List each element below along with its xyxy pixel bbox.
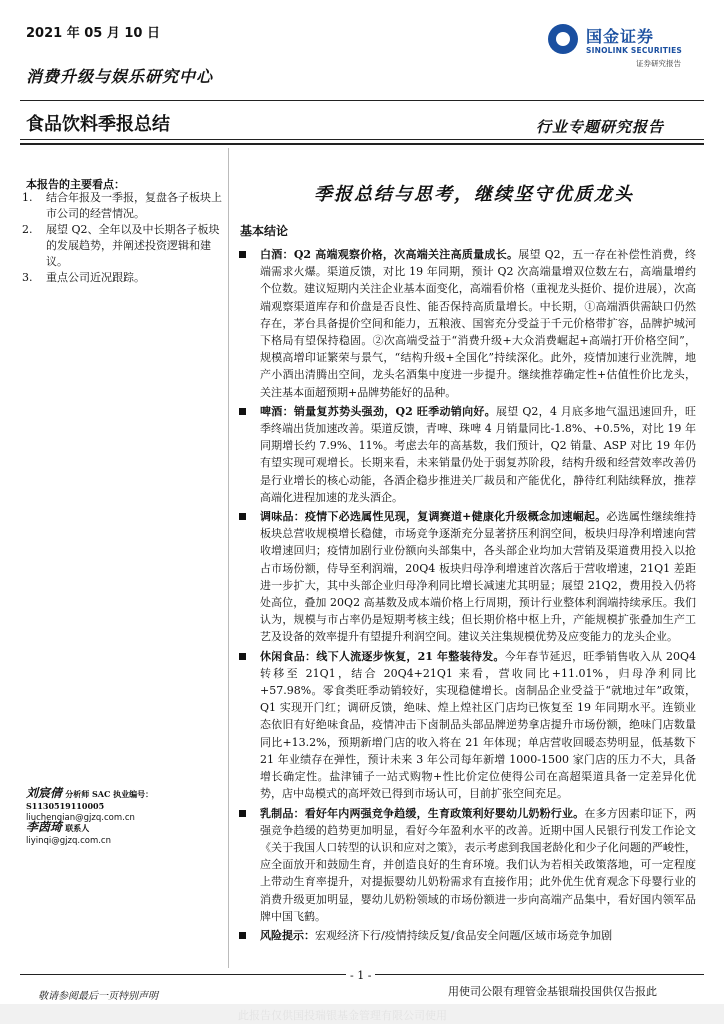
item-highlight: 线下人流逐步恢复，21 年整装待发。 — [316, 649, 505, 663]
list-item — [22, 222, 222, 270]
conclusion-item — [238, 246, 696, 401]
list-item-number: 3. — [22, 271, 33, 284]
title-divider-thick — [20, 143, 704, 145]
bullet-square-icon — [239, 408, 246, 415]
key-points-title: 本报告的主要看点： — [26, 178, 125, 191]
section-heading: 基本结论 — [240, 224, 289, 238]
research-center-name: 消费升级与娱乐研究中心 — [26, 67, 214, 86]
main-title: 季报总结与思考，继续坚守优质龙头 — [314, 184, 634, 205]
bullet-square-icon — [239, 513, 246, 520]
disclaimer-note: 敬请参阅最后一页特别声明 — [38, 991, 158, 1002]
item-highlight: 疫情下必选属性见现，复调赛道+健康化升级概念加速崛起。 — [304, 510, 607, 524]
header-divider — [20, 100, 704, 101]
conclusion-item — [238, 648, 696, 803]
bullet-square-icon — [239, 653, 246, 660]
conclusion-item — [238, 508, 696, 646]
report-date: 2021 年 05 月 10 日 — [26, 26, 160, 41]
list-item — [22, 190, 222, 222]
item-lead: 白酒： — [260, 248, 294, 261]
bullet-square-icon — [239, 810, 246, 817]
item-highlight: 看好年内两强竞争趋缓，生育政策利好婴幼儿奶粉行业。 — [304, 806, 585, 820]
item-highlight: Q2 高端观察价格，次高端关注高质量成长。 — [293, 248, 519, 261]
page-number: - 1 - — [346, 969, 375, 982]
item-text: 必选属性继续维持板块总营收规模增长稳健，市场竞争逐渐充分显著挤压利润空间，板块归母净利增速向营收增速回归；疫情加剧行业份额向头部集中，各头部企业均加大营销及渠道费用投入以抢占市场份额，侍导至利润端，20Q4 板块归母净利增速首次落后于营收增速，21Q1 差距进一步扩大，其中头部企业归母净利同比增长减速尤其明显；展望 21Q2，费用投入仍将处高位，叠加 20Q2 高基数及成本端价格上行周期，预计行业整体利润端持续承压。我们认为，规模与市占率仍是短期考核主线；但长期价格中枢上升，产能规模扩张叠加生产工艺及设备的效率提升有望提升利润空间。建议关注集规模优势及应变能力的龙头企业。 — [260, 510, 697, 644]
analyst-name: 刘宸倩 — [26, 786, 63, 800]
contact-role: 联系人 — [65, 823, 90, 833]
conclusion-item — [238, 403, 696, 506]
item-highlight: 销量复苏势头强劲，Q2 旺季动销向好。 — [293, 404, 496, 418]
conclusion-item — [238, 805, 696, 925]
item-text: 宏观经济下行/疫情持续反复/食品安全问题/区域市场竞争加剧 — [315, 928, 613, 942]
list-item-text: 重点公司近况跟踪。 — [46, 271, 145, 284]
conclusion-list — [238, 246, 696, 946]
list-item — [22, 270, 222, 286]
watermark-band — [0, 1004, 724, 1024]
item-text: 在多方因素印证下，两强竞争趋缓的趋势更加明显，看好今年盈利水平的改善。近期中国人民银行刊发工作论文《关于我国人口转型的认识和应对之策》，表示考虑到我国老龄化和少子化问题的严峻性，应全面放开和鼓励生育，并创造良好的生育环境。我们认为若相关政策落地，可一定程度上带动生育率提升，对提振婴幼儿奶粉需求有直接作用；此外优生优育观念下母婴行业的消费升级更加明显，婴幼儿奶粉领域的市场份额进一步向高端产品集中，看好国内领军品牌中国飞鹤。 — [260, 806, 697, 923]
logo-subtitle: 证券研究报告 — [636, 59, 681, 68]
item-lead: 调味品： — [260, 510, 305, 524]
item-lead: 休闲食品： — [260, 649, 317, 663]
key-points-list — [22, 190, 222, 286]
contact-card — [26, 818, 226, 846]
item-text: 展望 Q2，五一存在补偿性消费，终端需求火爆。渠道反馈，对比 19 年同期，预计 Q2 次高端量增双位数左右，高端量增约个位数。建议短期内关注企业基本面变化，高端看价格（重视龙头挺价、提价进展），次高端观察渠道库存和价盘是否良性、能否保持高质量增长。中长期，①高端酒供需缺口仍然存在，茅台具备提价空间和能力，五粮液、国窖充分受益于千元价格带扩容，品牌护城河下格局有望保持稳固。②次高端受益于“消费升级+大众消费崛起+高端打开价格空间”，规模高增印证繁荣与景气，“结构升级+全国化”持续深化。此外，疫情加速行业洗牌，地产小酒出清腾出空间，龙头名酒集中度进一步提升。继续推荐确定性+估值性价比龙头，关注基本面超预期+品牌势能好的品种。 — [260, 248, 696, 399]
item-text: 今年春节延迟，旺季销售收入从 20Q4 转移至 21Q1，结合 20Q4+21Q1 来看，营收同比+11.01%，归母净利同比+57.98%。零食类旺季动销较好，实现稳健增长。卤制品企业受益于“就地过年”政策，Q1 实现开门红；调研反馈，绝味、煌上煌社区门店均已恢复至 19 年同期水平。连锁业态依旧有好绝味食品，疫情冲击下卤制品头部品牌逆势拿店提升市场份额，绝味门店数量同比+13.2%，预期新增门店的收入将在 21 年体现；单店营收回暖态势明显，低基数下 21 年业绩存在弹性，预计未来 3 年公司每年新增 1000-1500 家门店的压力不大，具备增长确定性。盐津铺子一站式购物+性比价定位使得公司在高超渠道具备一定差异化优势，店中岛模式的高坪效已得到市场认可，目前扩张空间充足。 — [260, 649, 697, 801]
analyst-role: 分析师 SAC 执业编号：S1130519110005 — [26, 789, 154, 811]
bullet-square-icon — [239, 251, 246, 258]
watermark-text: 此报告仅供国投瑞银基金管理有限公司使用 — [238, 1009, 447, 1022]
usage-note: 用使司公限有理管金基银瑞投国供仅告报此 — [448, 985, 657, 998]
logo-chinese-name: 国金证券 — [586, 27, 655, 46]
list-item-text: 结合年报及一季报，复盘各子板块上市公司的经营情况。 — [46, 191, 222, 220]
title-divider-thin — [20, 139, 704, 140]
sinolink-logo-icon — [548, 24, 578, 54]
bullet-square-icon — [239, 932, 246, 939]
analyst-email[interactable]: liuchenqian@gjzq.com.cn — [26, 813, 135, 823]
list-item-number: 2. — [22, 223, 33, 236]
item-lead: 啤酒： — [260, 404, 294, 418]
item-text: 展望 Q2，4 月底多地气温迅速回升，旺季终端出货加速改善。渠道反馈，青啤、珠啤 4 月销量同比-1.8%、+0.5%，对比 19 年同期增长约 7.9%、11%。考虑去年的高基数，我们预计，Q2 销量、ASP 对比 19 年仍有望实现可观增长。长期来看，未来销量仍处于弱复苏阶段，结构升级和经营效率改善仍是行业增长的核心动能，各酒企稳步推进关厂裁员和产能优化，静待红利陆续释放，推荐高端化进程加速的龙头酒企。 — [260, 404, 696, 504]
report-title: 食品饮料季报总结 — [26, 114, 170, 135]
column-divider — [228, 148, 229, 968]
item-lead: 风险提示： — [260, 928, 315, 942]
report-type-label: 行业专题研究报告 — [536, 118, 665, 136]
risk-item — [238, 927, 696, 944]
logo-english-name: SINOLINK SECURITIES — [586, 46, 683, 55]
item-lead: 乳制品： — [260, 806, 305, 820]
list-item-text: 展望 Q2、全年以及中长期各子板块的发展趋势，并阐述投资逻辑和建议。 — [46, 223, 220, 268]
contact-name: 李茵琦 — [26, 820, 63, 834]
contact-email[interactable]: liyinqi@gjzq.com.cn — [26, 836, 111, 846]
list-item-number: 1. — [22, 191, 33, 204]
